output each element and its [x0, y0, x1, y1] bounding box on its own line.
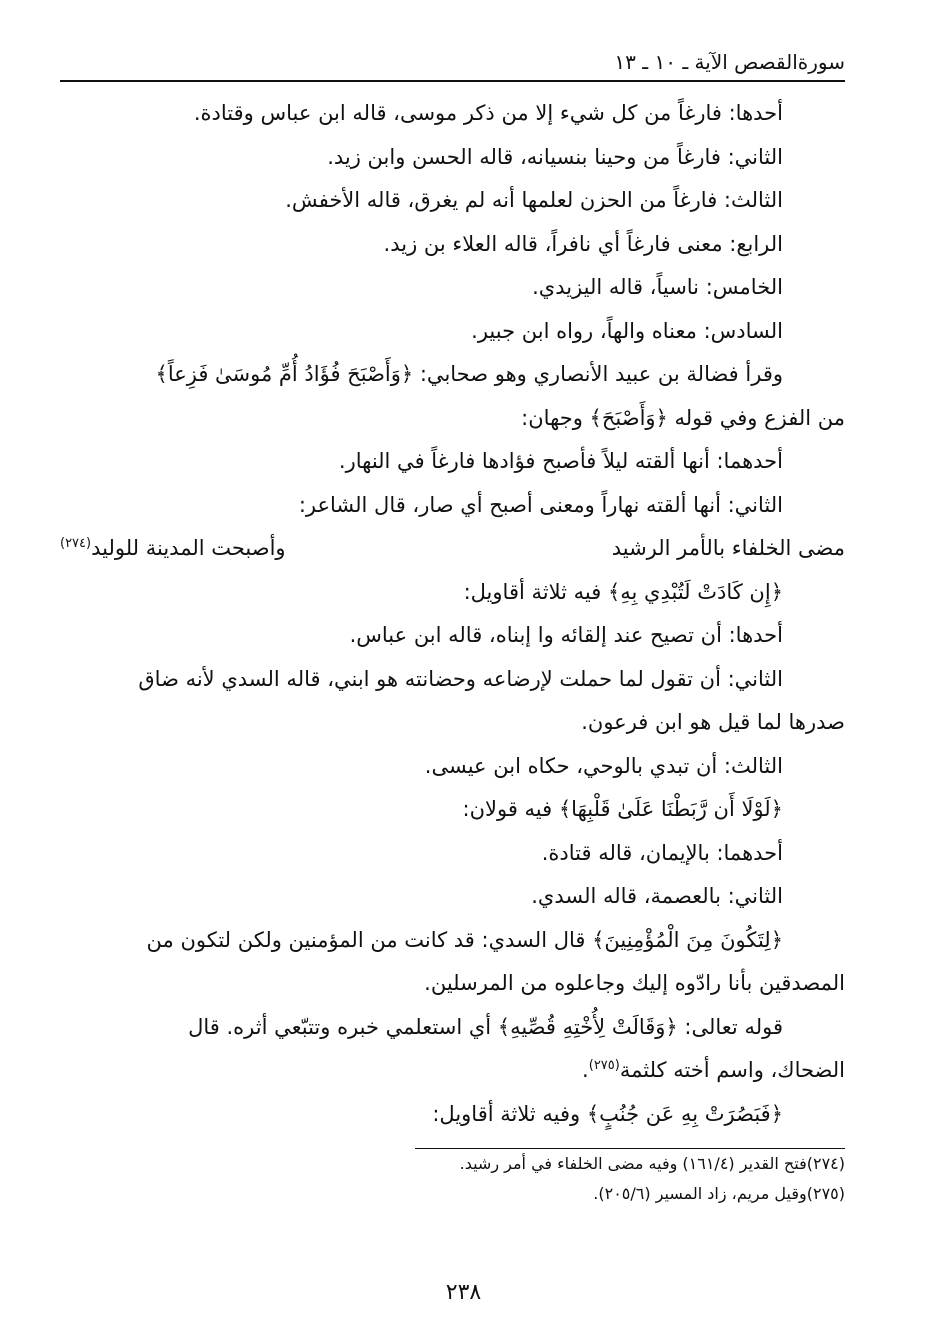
text-line: الثالث: فارغاً من الحزن لعلمها أنه لم يغرق، قاله الأخفش.: [285, 188, 783, 212]
poem-second-hemistich-text: وأصبحت المدينة للوليد: [91, 536, 286, 560]
text-line: الرابع: معنى فارغاً أي نافراً، قاله العلاء بن زيد.: [383, 231, 783, 256]
text-line: وقرأ فضالة بن عبيد الأنصاري وهو صحابي: ﴿وَأَصْبَحَ فُؤَادُ أُمِّ مُوسَىٰ فَزِعاً﴾: [155, 362, 783, 386]
main-text: [60, 92, 845, 1136]
running-title: سورةالقصص الآية ـ ١٠ ـ ١٣: [614, 50, 845, 74]
text-line: السادس: معناه والهاً، رواه ابن جبير.: [471, 318, 783, 343]
text-line: الثاني: بالعصمة، قاله السدي.: [531, 884, 783, 908]
poem-second-hemistich: [60, 527, 286, 571]
footnote-marker-274: (٢٧٤): [60, 536, 92, 551]
poem-verse: [60, 527, 845, 571]
text-line: أحدها: أن تصيح عند إلقائه وا إبناه، قاله ابن عباس.: [349, 623, 783, 647]
text-line: أحدها: فارغاً من كل شيء إلا من ذكر موسى، قاله ابن عباس وقتادة.: [193, 101, 783, 125]
text-line: صدرها لما قيل هو ابن فرعون.: [581, 710, 845, 734]
footnote-marker-275: (٢٧٥): [588, 1058, 620, 1073]
text-line: ﴿لَوْلَا أَن رَّبَطْنَا عَلَىٰ قَلْبِهَا﴾ فيه قولان:: [462, 797, 783, 821]
text-line: [60, 1049, 845, 1093]
text-line: ﴿إِن كَادَتْ لَتُبْدِي بِهِ﴾ فيه ثلاثة أقاويل:: [463, 579, 783, 604]
text-line: من الفزع وفي قوله ﴿وَأَصْبَحَ﴾ وجهان:: [521, 405, 845, 430]
running-head: [60, 44, 845, 82]
text-line: الثاني: فارغاً من وحينا بنسيانه، قاله الحسن وابن زيد.: [327, 144, 783, 169]
text-line: أحدهما: بالإيمان، قاله قتادة.: [541, 840, 783, 865]
text-line: الثاني: أن تقول لما حملت لإرضاعه وحضانته هو ابني، قاله السدي لأنه ضاق: [138, 666, 783, 691]
text-line: قوله تعالى: ﴿وَقَالَتْ لِأُخْتِهِ قُصِّيهِ﴾ أي استعلمي خبره وتتبّعي أثره. قال: [188, 1014, 783, 1039]
poem-first-hemistich: مضى الخلفاء بالأمر الرشيد: [611, 536, 845, 560]
text-line: المصدقين بأنا رادّوه إليك وجاعلوه من المرسلين.: [424, 971, 845, 995]
book-page: [60, 44, 845, 1335]
text-line: ﴿فَبَصُرَتْ بِهِ عَن جُنُبٍ﴾ وفيه ثلاثة أقاويل:: [432, 1101, 783, 1126]
text-line: الخامس: ناسياً، قاله اليزيدي.: [532, 275, 783, 299]
footnotes: [60, 1149, 845, 1209]
footnote-275: (٢٧٥)وقيل مريم، زاد المسير (٢٠٥/٦).: [593, 1184, 845, 1203]
text-line: أحدهما: أنها ألقته ليلاً فأصبح فؤادها فارغاً في النهار.: [338, 449, 783, 473]
sentence-period: .: [582, 1058, 589, 1082]
text-line: الثاني: أنها ألقته نهاراً ومعنى أصبح أي صار، قال الشاعر:: [298, 492, 783, 517]
text-line-body: الضحاك، واسم أخته كلثمة: [619, 1058, 845, 1082]
page-number: ٢٣٨: [445, 1280, 482, 1305]
text-line: ﴿لِتَكُونَ مِنَ الْمُؤْمِنِينَ﴾ قال السدي: قد كانت من المؤمنين ولكن لتكون من: [146, 927, 783, 952]
footnote-274: (٢٧٤)فتح القدير (١٦١/٤) وفيه مضى الخلفاء في أمر رشيد.: [459, 1154, 845, 1173]
text-line: الثالث: أن تبدي بالوحي، حكاه ابن عيسى.: [424, 753, 783, 778]
